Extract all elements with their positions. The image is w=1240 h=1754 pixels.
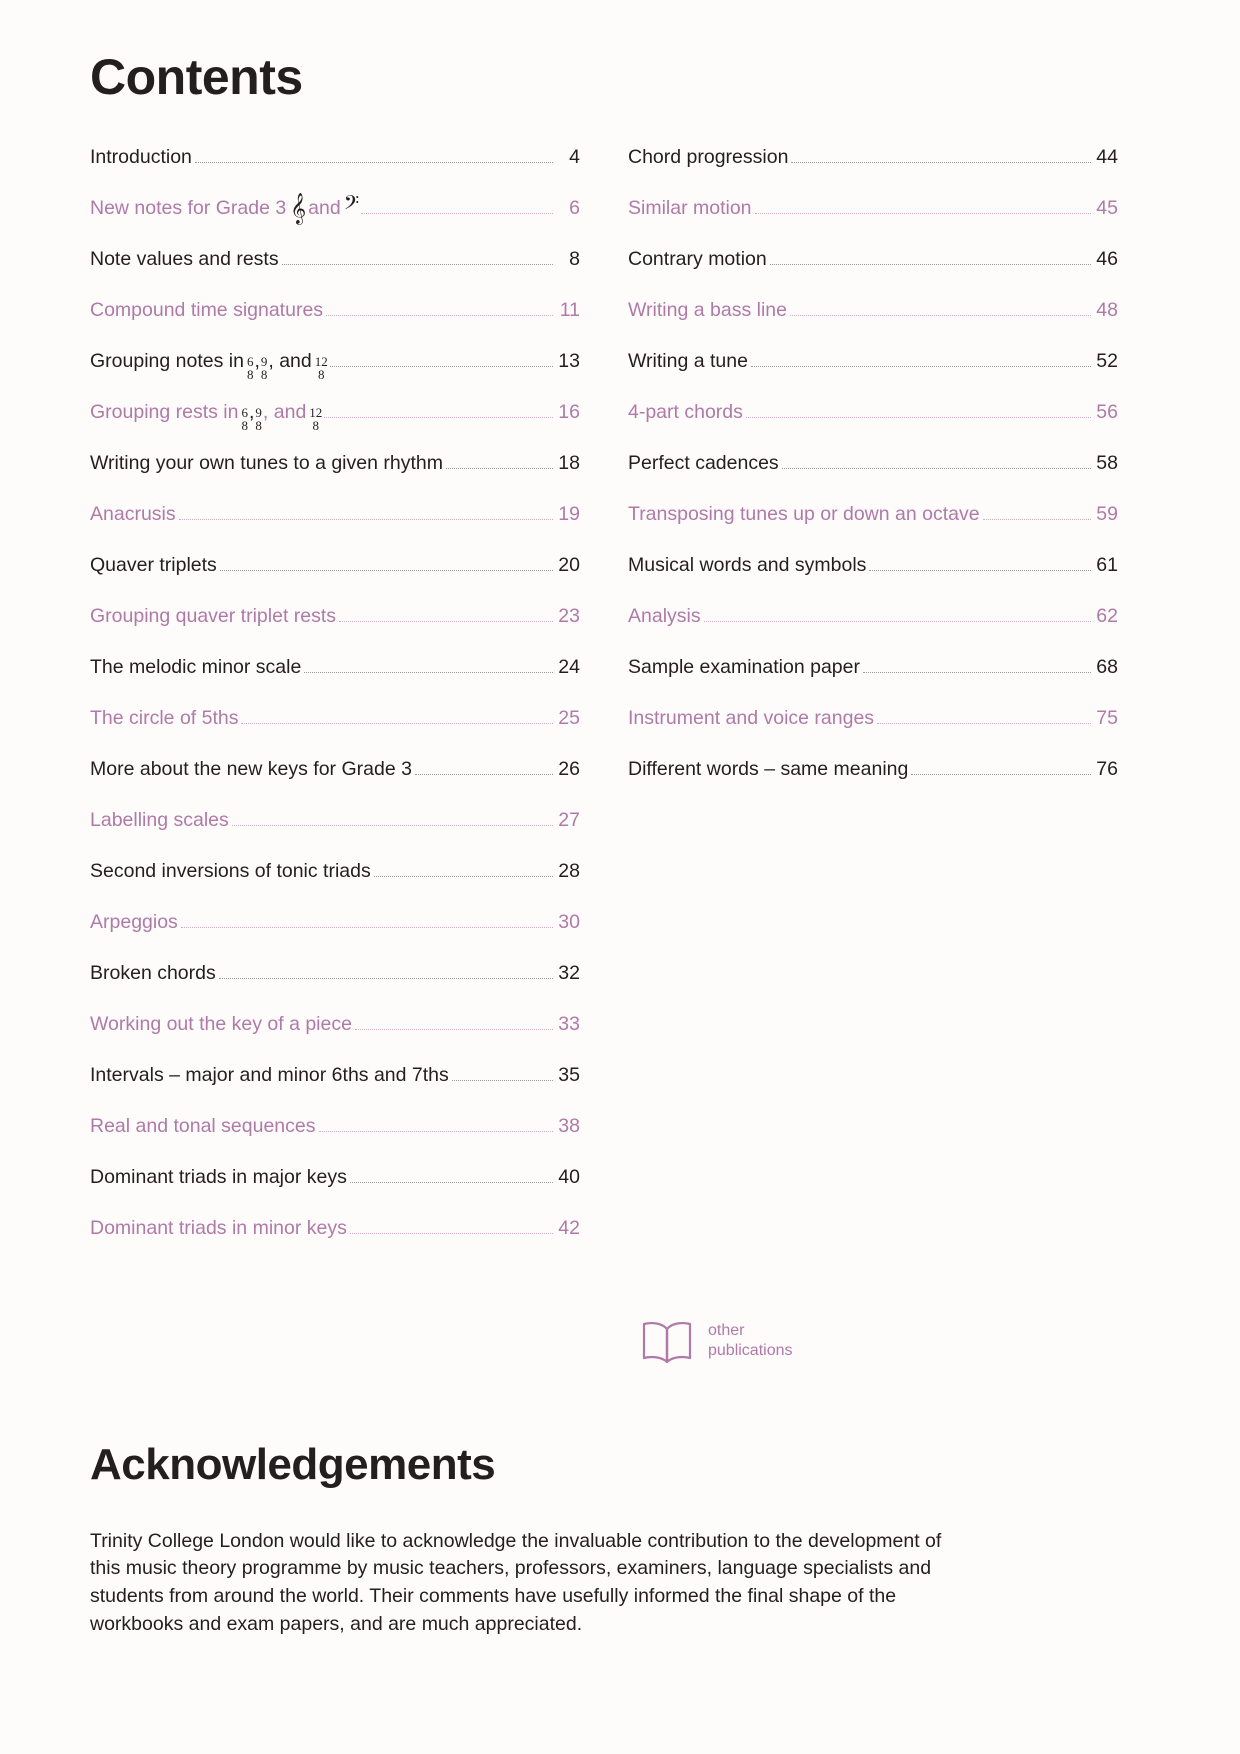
toc-entry-label: Transposing tunes up or down an octave	[628, 503, 980, 525]
toc-leader-dots	[452, 1079, 553, 1081]
toc-leader-dots	[319, 1130, 554, 1132]
table-of-contents	[90, 148, 1150, 1270]
toc-entry-page-number: 11	[559, 299, 580, 321]
toc-entry-label: Instrument and voice ranges	[628, 707, 875, 729]
toc-leader-dots	[751, 365, 1091, 367]
toc-leader-dots	[241, 722, 553, 724]
toc-entry[interactable]	[90, 1066, 580, 1117]
toc-entry[interactable]	[90, 607, 580, 658]
toc-column-left	[90, 148, 580, 1270]
toc-entry[interactable]	[90, 556, 580, 607]
toc-entry[interactable]	[90, 454, 580, 505]
toc-leader-dots	[911, 773, 1091, 775]
toc-entry[interactable]: New notes for Grade 3 𝄞 and 𝄢 6	[90, 192, 580, 223]
toc-entry-label: Writing a tune	[628, 350, 748, 372]
toc-leader-dots	[770, 263, 1091, 265]
toc-entry-label-suffix: , and	[268, 350, 312, 372]
toc-entry[interactable]	[90, 760, 580, 811]
toc-entry[interactable]	[628, 199, 1118, 250]
time-signature-6-8: 6 8	[241, 405, 248, 433]
toc-entry-page-number: 30	[558, 911, 580, 933]
toc-entry[interactable]	[90, 505, 580, 556]
toc-entry-page-number: 8	[569, 248, 580, 270]
toc-entry-label: Broken chords	[90, 962, 216, 984]
toc-leader-dots	[755, 212, 1091, 214]
open-book-icon	[638, 1318, 696, 1364]
toc-leader-dots	[374, 875, 553, 877]
toc-entry[interactable]	[628, 352, 1118, 403]
toc-entry[interactable]	[90, 148, 580, 199]
toc-entry-page-number: 26	[558, 758, 580, 780]
page-title: Contents	[90, 49, 303, 105]
toc-entry-page-number: 76	[1096, 758, 1118, 780]
toc-leader-dots	[415, 773, 553, 775]
toc-entry[interactable]	[628, 607, 1118, 658]
toc-entry-label-suffix: and	[308, 197, 341, 219]
toc-entry-page-number: 16	[558, 401, 580, 423]
toc-entry-page-number: 42	[558, 1217, 580, 1239]
toc-leader-dots	[324, 416, 553, 418]
toc-entry-page-number: 32	[558, 962, 580, 984]
toc-entry-label: Writing your own tunes to a given rhythm	[90, 452, 443, 474]
toc-entry[interactable]	[90, 811, 580, 862]
toc-leader-dots	[790, 314, 1091, 316]
toc-entry[interactable]	[90, 964, 580, 1015]
toc-leader-dots	[179, 518, 553, 520]
toc-entry-label: Working out the key of a piece	[90, 1013, 352, 1035]
toc-entry-label: Perfect cadences	[628, 452, 779, 474]
toc-entry-page-number: 27	[558, 809, 580, 831]
toc-leader-dots	[983, 518, 1091, 520]
toc-entry-label: Second inversions of tonic triads	[90, 860, 371, 882]
toc-entry-label: Grouping quaver triplet rests	[90, 605, 337, 627]
toc-entry-page-number: 44	[1096, 146, 1118, 168]
toc-entry-label: Grouping rests in	[90, 401, 239, 423]
toc-leader-dots	[282, 263, 553, 265]
toc-leader-dots	[446, 467, 553, 469]
acknowledgements-body: Trinity College London would like to acknowledge the invaluable contribution to the development of this music theory programme by music teachers, professors, examiners, language specialists and students from around the world. Their comments have usefully informed the final shape of the workbooks and exam papers, and are much appreciated.	[90, 1529, 942, 1635]
toc-entry[interactable]	[628, 301, 1118, 352]
toc-leader-dots	[304, 671, 553, 673]
toc-entry[interactable]	[90, 913, 580, 964]
toc-entry[interactable]	[628, 709, 1118, 760]
toc-entry[interactable]	[90, 1168, 580, 1219]
toc-entry[interactable]	[90, 301, 580, 352]
toc-entry[interactable]: Grouping rests in 6 8 , 9 8 , and 12 8 16	[90, 401, 580, 433]
time-signature-12-8: 12 8	[314, 354, 328, 382]
toc-entry-page-number: 23	[558, 605, 580, 627]
toc-entry-label-suffix: , and	[262, 401, 307, 423]
toc-entry-label: Compound time signatures	[90, 299, 324, 321]
time-signature-9-8: 9 8	[255, 405, 262, 433]
toc-entry-page-number: 46	[1096, 248, 1118, 270]
toc-entry-label: 4-part chords	[628, 401, 743, 423]
toc-entry-label: Musical words and symbols	[628, 554, 867, 576]
toc-entry-page-number: 35	[558, 1064, 580, 1086]
toc-entry[interactable]	[90, 862, 580, 913]
toc-entry[interactable]	[90, 1219, 580, 1270]
toc-entry-label: The circle of 5ths	[90, 707, 239, 729]
toc-entry-page-number: 59	[1096, 503, 1118, 525]
other-publications-link[interactable]	[638, 1318, 793, 1364]
toc-entry-page-number: 68	[1096, 656, 1118, 678]
toc-entry-page-number: 45	[1096, 197, 1118, 219]
toc-leader-dots	[220, 569, 553, 571]
toc-entry-page-number: 20	[558, 554, 580, 576]
time-signature-9-8: 9 8	[260, 354, 268, 382]
toc-leader-dots	[326, 314, 553, 316]
toc-entry-label: Note values and rests	[90, 248, 279, 270]
toc-leader-dots	[350, 1181, 553, 1183]
toc-leader-dots	[877, 722, 1091, 724]
toc-entry[interactable]	[628, 250, 1118, 301]
toc-leader-dots	[782, 467, 1091, 469]
toc-entry-label: Grouping notes in	[90, 350, 244, 372]
toc-entry[interactable]	[90, 709, 580, 760]
toc-entry-label: Arpeggios	[90, 911, 178, 933]
toc-entry[interactable]	[628, 148, 1118, 199]
toc-entry-page-number: 19	[558, 503, 580, 525]
toc-entry[interactable]	[628, 658, 1118, 709]
toc-leader-dots	[704, 620, 1091, 622]
toc-entry-page-number: 52	[1096, 350, 1118, 372]
toc-leader-dots	[869, 569, 1091, 571]
toc-leader-dots	[863, 671, 1091, 673]
toc-entry[interactable]: Grouping notes in 6 8 , 9 8 , and 12 8 13	[90, 350, 580, 382]
toc-entry-label: New notes for Grade 3	[90, 197, 287, 219]
toc-entry-label: Anacrusis	[90, 503, 176, 525]
toc-entry[interactable]	[90, 658, 580, 709]
toc-entry[interactable]	[628, 454, 1118, 505]
toc-entry-label: Writing a bass line	[628, 299, 787, 321]
toc-leader-dots	[232, 824, 553, 826]
toc-entry-label: Sample examination paper	[628, 656, 860, 678]
toc-entry-label: Introduction	[90, 146, 192, 168]
acknowledgements-title: Acknowledgements	[90, 1440, 496, 1489]
toc-entry-page-number: 61	[1096, 554, 1118, 576]
toc-leader-dots	[181, 926, 553, 928]
toc-entry[interactable]	[90, 250, 580, 301]
toc-entry[interactable]	[628, 556, 1118, 607]
toc-entry[interactable]	[628, 505, 1118, 556]
toc-leader-dots	[350, 1232, 553, 1234]
other-publications-line2: publications	[708, 1342, 793, 1359]
toc-entry[interactable]	[628, 760, 1118, 811]
toc-entry-page-number: 24	[558, 656, 580, 678]
toc-entry-label: Dominant triads in minor keys	[90, 1217, 347, 1239]
toc-entry-label: Real and tonal sequences	[90, 1115, 316, 1137]
toc-entry-label: Contrary motion	[628, 248, 767, 270]
toc-entry-page-number: 18	[558, 452, 580, 474]
toc-entry-label: Intervals – major and minor 6ths and 7ths	[90, 1064, 449, 1086]
toc-leader-dots	[355, 1028, 553, 1030]
toc-entry-page-number: 48	[1096, 299, 1118, 321]
toc-entry-page-number: 33	[558, 1013, 580, 1035]
toc-entry-page-number: 4	[569, 146, 580, 168]
toc-entry-label: Chord progression	[628, 146, 789, 168]
toc-entry-label: Quaver triplets	[90, 554, 217, 576]
toc-entry-page-number: 25	[558, 707, 580, 729]
toc-entry-page-number: 56	[1096, 401, 1118, 423]
toc-entry[interactable]	[90, 1015, 580, 1066]
time-signature-6-8: 6 8	[246, 354, 254, 382]
other-publications-line1: other	[708, 1322, 745, 1339]
toc-leader-dots	[219, 977, 553, 979]
toc-entry-label: Labelling scales	[90, 809, 229, 831]
toc-leader-dots	[361, 212, 553, 214]
toc-entry-page-number: 28	[558, 860, 580, 882]
toc-entry-page-number: 40	[558, 1166, 580, 1188]
toc-entry-label: More about the new keys for Grade 3	[90, 758, 412, 780]
toc-entry-label: The melodic minor scale	[90, 656, 302, 678]
other-publications-label	[708, 1321, 793, 1361]
toc-leader-dots	[339, 620, 553, 622]
toc-leader-dots	[330, 365, 553, 367]
toc-entry[interactable]	[628, 403, 1118, 454]
toc-column-right	[628, 148, 1118, 1270]
toc-entry-page-number: 38	[558, 1115, 580, 1137]
toc-leader-dots	[791, 161, 1091, 163]
toc-entry-label: Analysis	[628, 605, 701, 627]
toc-entry-page-number: 58	[1096, 452, 1118, 474]
toc-entry-label: Similar motion	[628, 197, 752, 219]
toc-entry-page-number: 62	[1096, 605, 1118, 627]
toc-leader-dots	[195, 161, 553, 163]
time-signature-12-8: 12 8	[309, 405, 323, 433]
toc-entry[interactable]	[90, 1117, 580, 1168]
toc-entry-page-number: 13	[558, 350, 580, 372]
toc-entry-label: Dominant triads in major keys	[90, 1166, 347, 1188]
toc-entry-label: Different words – same meaning	[628, 758, 909, 780]
toc-entry-page-number: 75	[1096, 707, 1118, 729]
toc-entry-page-number: 6	[569, 197, 580, 219]
toc-leader-dots	[746, 416, 1091, 418]
